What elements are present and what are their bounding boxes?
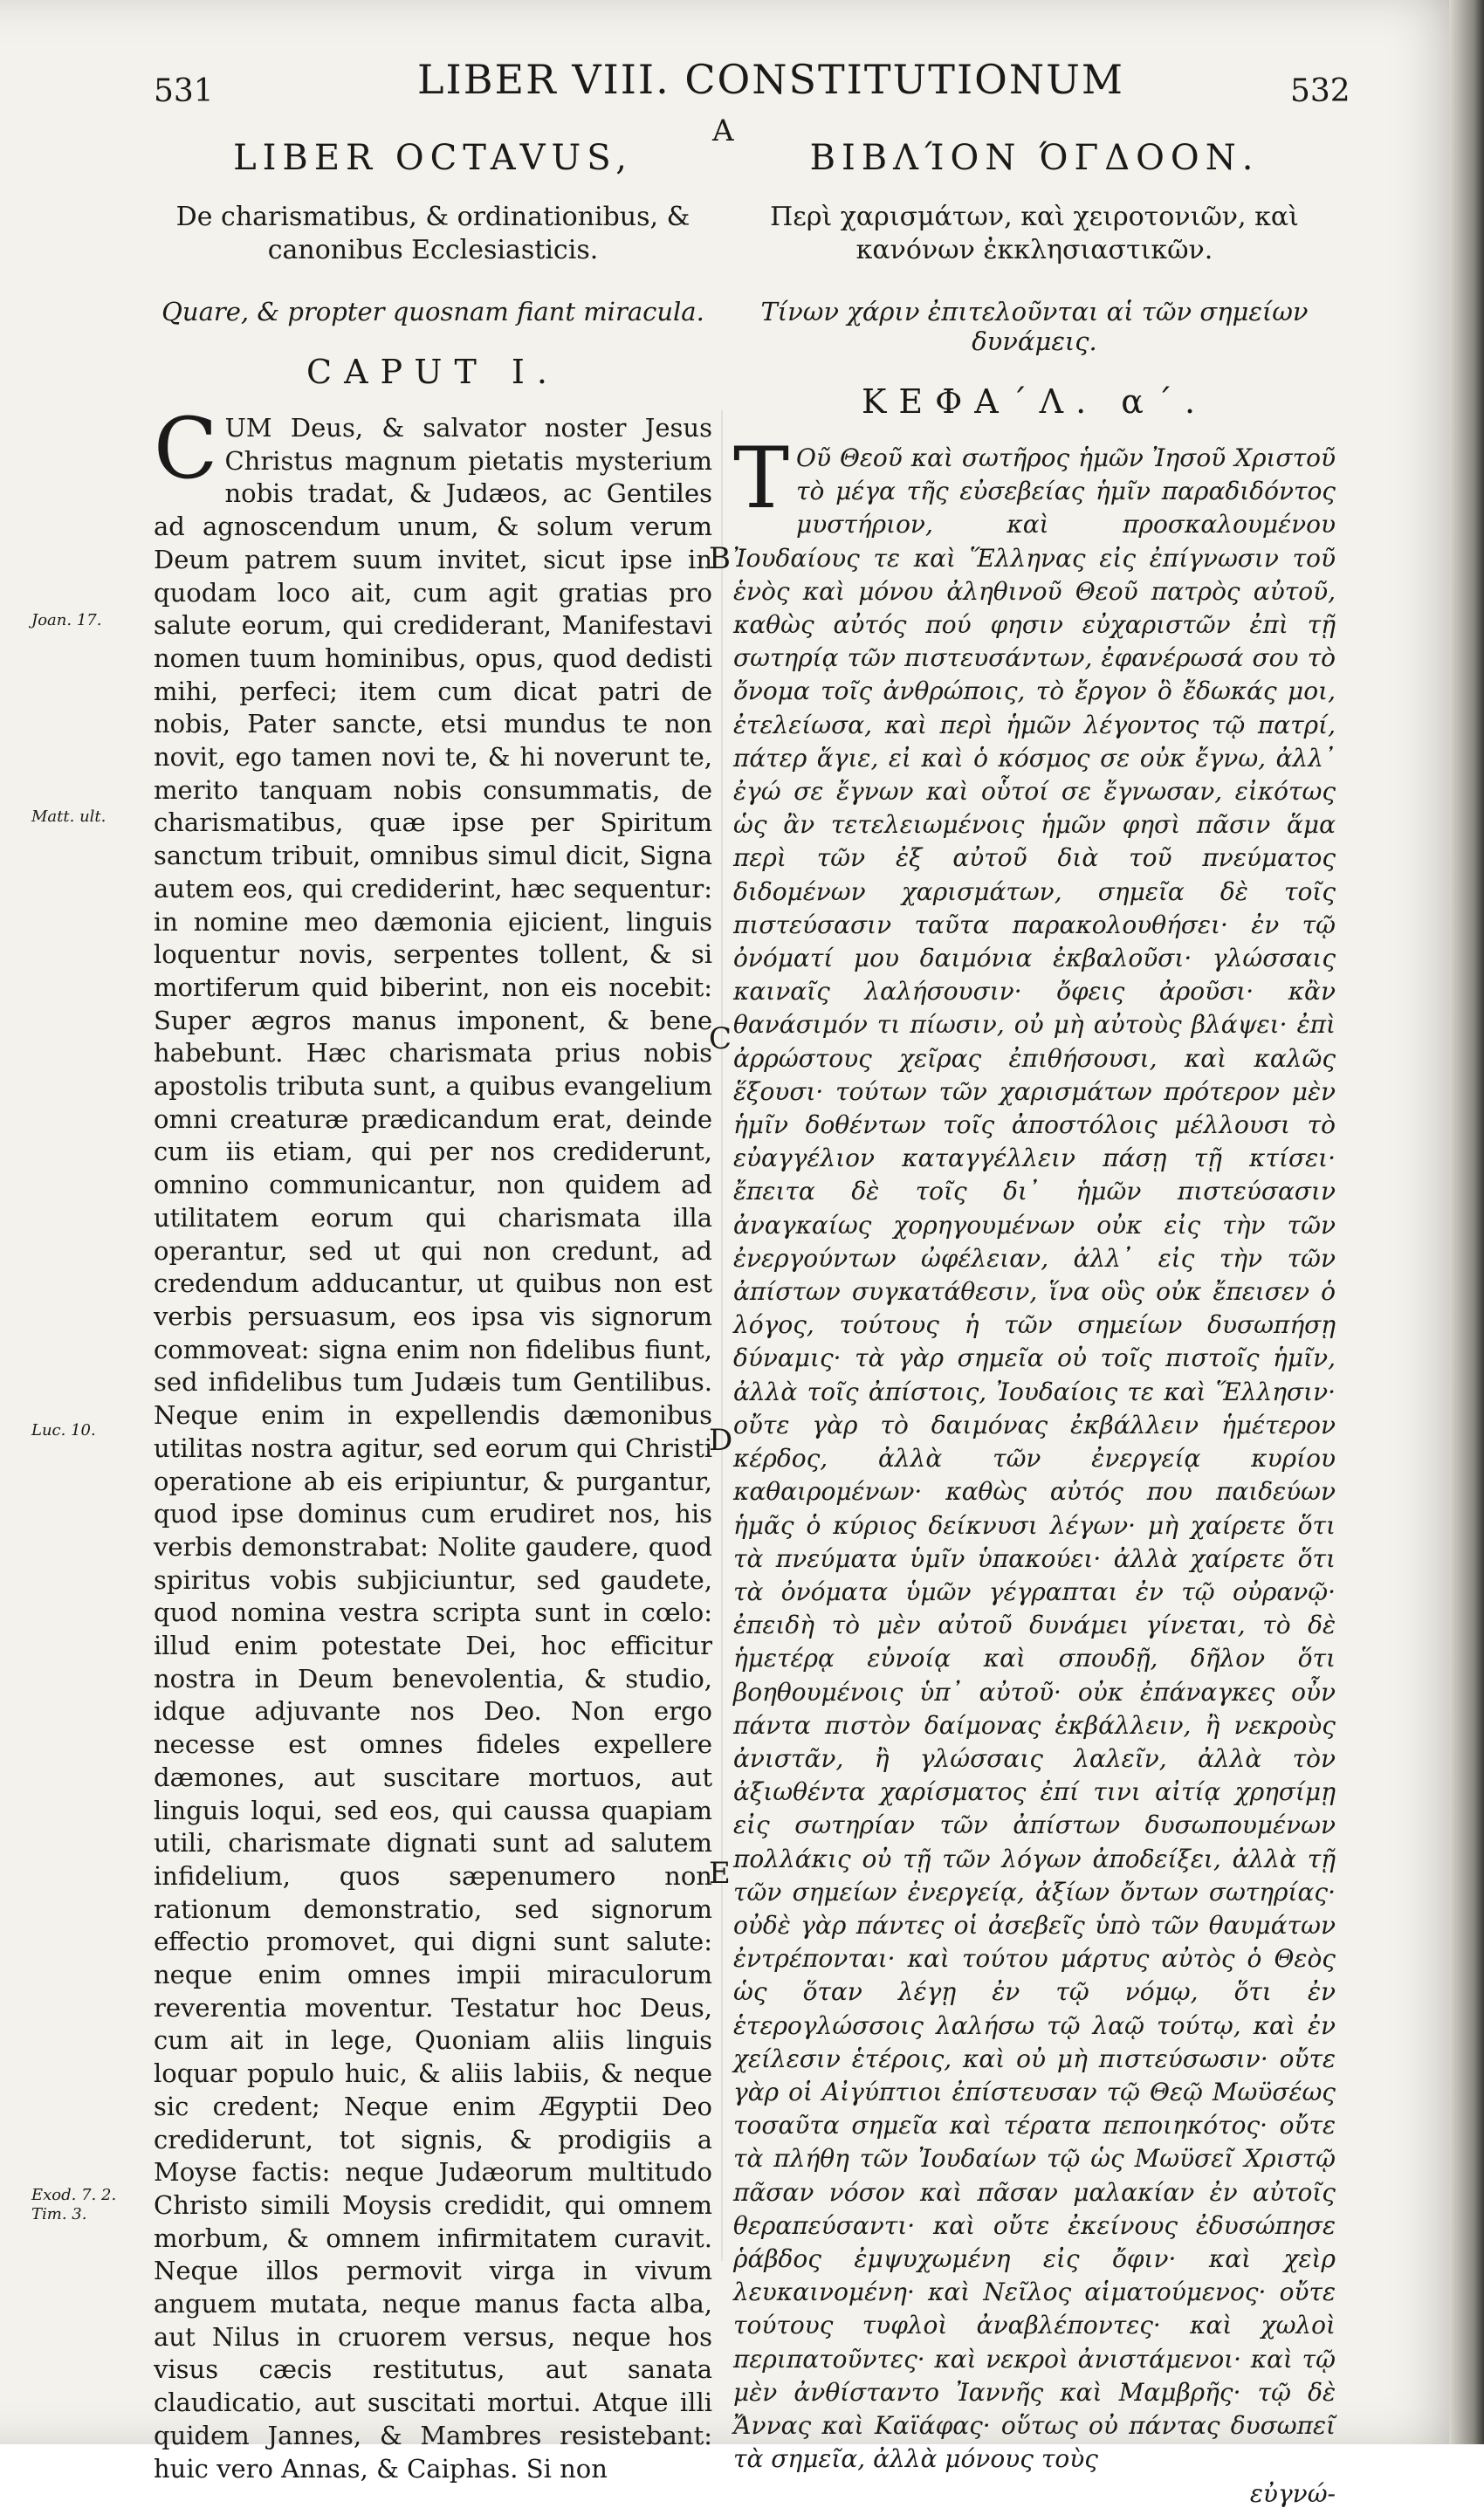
section-letter-e: E (709, 1856, 731, 1891)
margin-note: Joan. 17. (31, 611, 102, 629)
latin-drop-cap: C (154, 400, 218, 498)
section-letter-c: C (709, 1021, 732, 1056)
greek-body-text (733, 429, 1336, 2476)
section-letter-a: A (712, 113, 734, 148)
greek-subtitle: Περὶ χαρισμάτων, καὶ χειροτονιῶν, καὶ κανόνων ἐκκλησιαστικῶν. (770, 202, 1299, 265)
latin-column (154, 131, 712, 2485)
greek-chapter-heading: ΚΕΦΑ΄Λ. α΄. (861, 382, 1208, 421)
latin-subtitle: De charismatibus, & ordinationibus, & canonibus Ecclesiasticis. (175, 202, 690, 265)
section-letter-b: B (709, 541, 731, 576)
page-edge-shadow (1449, 0, 1484, 2444)
latin-rubric: Quare, & propter quosnam fiant miracula. (161, 297, 704, 326)
running-title: LIBER VIII. CONSTITUTIONUM (417, 56, 1124, 103)
greek-book-title: ΒΙΒΛΊΟΝ ΌΓΔΟΟΝ. (809, 138, 1260, 178)
latin-book-title: LIBER OCTAVUS, (233, 138, 633, 178)
section-letter-d: D (709, 1423, 733, 1458)
latin-chapter-heading: CAPUT I. (306, 353, 560, 391)
margin-note: Exod. 7. 2. Tim. 3. (31, 2186, 117, 2223)
latin-paragraph: UM Deus, & salvator noster Jesus Christus magnum pietatis mysterium nobis tradat, & Judæos, ac Gentiles ad agnoscendum unum, & solum verum Deum patrem suum invitet, sicut ipse in quodam loco ait, cum agit gratias pro salute eorum, qui crediderant, Manifestavi nomen tuum hominibus, opus, quod dedisti mihi, perfeci; item cum dicat patri de nobis, Pater sancte, etsi mundus te non novit, ego tamen novi te, & hi noverunt te, merito tanquam nobis consummatis, de charismatibus, quæ ipse per Spiritum sanctum tribuit, omnibus simul dicit, Signa autem eos, qui crediderint, hæc sequentur: in nomine meo dæmonia ejicient, linguis loquentur novis, serpentes tollent, & si mortiferum quid biberint, non eis nocebit: Super ægros manus imponent, & bene habebunt. Hæc charismata prius nobis apostolis tributa sunt, a quibus evangelium omni creaturæ prædicandum erat, deinde cum iis etiam, qui per nos crediderunt, omnino communicantur, non quidem ad utilitatem eorum qui charismata illa operantur, sed ut qui non credunt, ad credendum adducantur, ut quibus non est verbis persuasum, eos ipsa vis signorum commoveat: signa enim non fidelibus fiunt, sed infidelibus tum Judæis tum Gentilibus. Neque enim in expellendis dæmonibus utilitas nostra agitur, sed eorum qui Christi operatione ab eis eripiuntur, & purgantur, quod ipse dominus cum erudiret nos, his verbis demonstrabat: Nolite gaudere, quod spiritus vobis subjiciuntur, sed gaudete, quod nomina vestra scripta sunt in cœlo: illud enim potestate Dei, hoc efficitur nostra in Deum benevolentia, & studio, idque adjuvante nos Deo. Non ergo necesse est omnes fideles expellere dæmones, aut suscitare mortuos, aut linguis loqui, sed eos, qui caussa quapiam utili, charismate dignati sunt ad salutem infidelium, quos sæpenumero non rationum demonstratio, sed signorum effectio promovet, qui digni sunt salute: neque enim omnes impii miraculorum reverentia moventur. Testatur hoc Deus, cum ait in lege, Quoniam aliis linguis loquar populo huic, & aliis labiis, & neque sic credent; Neque enim Ægyptii Deo crediderunt, tot signis, & prodigiis a Moyse factis: neque Judæorum multitudo Christo simili Moysis credidit, qui omnem morbum, & omnem infirmitatem curavit. Neque illos permovit virga in vivum anguem mutata, neque manus facta alba, aut Nilus in cruorem versus, neque hos visus cæcis restitutus, aut sanata claudicatio, aut suscitati mortui. Atque illi quidem Jannes, & Mambres resistebant: huic vero Annas, & Caiphas. Si non (154, 413, 712, 2484)
column-gutter (721, 410, 723, 2261)
greek-paragraph: Οῦ Θεοῦ καὶ σωτῆρος ἡμῶν Ἰησοῦ Χριστοῦ τὸ μέγα τῆς εὐσεβείας ἡμῖν παραδιδόντος μυστήριον, καὶ προσκαλουμένου Ἰουδαίους τε καὶ Ἕλληνας εἰς ἐπίγνωσιν τοῦ ἑνὸς καὶ μόνου ἀληθινοῦ Θεοῦ πατρὸς αὐτοῦ, καθὼς αὐτός πού φησιν εὐχαριστῶν ἐπὶ τῇ σωτηρίᾳ τῶν πιστευσάντων, ἐφανέρωσά σου τὸ ὄνομα τοῖς ἀνθρώποις, τὸ ἔργον ὃ ἔδωκάς μοι, ἐτελείωσα, καὶ περὶ ἡμῶν λέγοντος τῷ πατρί, πάτερ ἅγιε, εἰ καὶ ὁ κόσμος σε οὐκ ἔγνω, ἀλλ᾽ ἐγώ σε ἔγνων καὶ οὗτοί σε ἔγνωσαν, εἰκότως ὡς ἂν τετελειωμένοις ἡμῶν φησὶ πᾶσιν ἅμα περὶ τῶν ἐξ αὐτοῦ διὰ τοῦ πνεύματος διδομένων χαρισμάτων, σημεῖα δὲ τοῖς πιστεύσασιν ταῦτα παρακολουθήσει· ἐν τῷ ὀνόματί μου δαιμόνια ἐκβαλοῦσι· γλώσσαις καιναῖς λαλήσουσιν· ὄφεις ἀροῦσι· κἂν θανάσιμόν τι πίωσιν, οὐ μὴ αὐτοὺς βλάψει· ἐπὶ ἀρρώστους χεῖρας ἐπιθήσουσι, καὶ καλῶς ἕξουσι· τούτων τῶν χαρισμάτων πρότερον μὲν ἡμῖν δοθέντων τοῖς ἀποστόλοις μέλλουσι τὸ εὐαγγέλιον καταγγέλλειν πάσῃ τῇ κτίσει· ἔπειτα δὲ τοῖς δι᾽ ἡμῶν πιστεύσασιν ἀναγκαίως χορηγουμένων οὐκ εἰς τὴν τῶν ἐνεργούντων ὠφέλειαν, ἀλλ᾽ εἰς τὴν τῶν ἀπίστων συγκατάθεσιν, ἵνα οὓς οὐκ ἔπεισεν ὁ λόγος, τούτους ἡ τῶν σημείων δυσωπήσῃ δύναμις· τὰ γὰρ σημεῖα οὐ τοῖς πιστοῖς ἡμῖν, ἀλλὰ τοῖς ἀπίστοις, Ἰουδαίοις τε καὶ Ἕλλησιν· οὔτε γὰρ τὸ δαιμόνας ἐκβάλλειν ἡμέτερον κέρδος, ἀλλὰ τῶν ἐνεργείᾳ κυρίου καθαιρομένων· καθὼς αὐτός που παιδεύων ἡμᾶς ὁ κύριος δείκνυσι λέγων· μὴ χαίρετε ὅτι τὰ πνεύματα ὑμῖν ὑπακούει· ἀλλὰ χαίρετε ὅτι τὰ ὀνόματα ὑμῶν γέγραπται ἐν τῷ οὐρανῷ· ἐπειδὴ τὸ μὲν αὐτοῦ δυνάμει γίνεται, τὸ δὲ ἡμετέρᾳ εὐνοίᾳ καὶ σπουδῇ, δῆλον ὅτι βοηθουμένοις ὑπ᾽ αὐτοῦ· οὐκ ἐπάναγκες οὖν πάντα πιστὸν δαίμονας ἐκβάλλειν, ἢ νεκροὺς ἀνιστᾶν, ἢ γλώσσαις λαλεῖν, ἀλλὰ τὸν ἀξιωθέντα χαρίσματος ἐπί τινι αἰτίᾳ χρησίμῃ εἰς σωτηρίαν τῶν ἀπίστων δυσωπουμένων πολλάκις οὐ τῇ τῶν λόγων ἀποδείξει, ἀλλὰ τῇ τῶν σημείων ἐνεργείᾳ, ἀξίων ὄντων σωτηρίας· οὐδὲ γὰρ πάντες οἱ ἀσεβεῖς ὑπὸ τῶν θαυμάτων ἐντρέπονται· καὶ τούτου μάρτυς αὐτὸς ὁ Θεὸς ὡς ὅταν λέγῃ ἐν τῷ νόμῳ, ὅτι ἐν ἑτερογλώσσοις λαλήσω τῷ λαῷ τούτῳ, καὶ ἐν χείλεσιν ἑτέροις, καὶ οὐ μὴ πιστεύσωσιν· οὔτε γὰρ οἱ Αἰγύπτιοι ἐπίστευσαν τῷ Θεῷ Μωϋσέως τοσαῦτα σημεῖα καὶ τέρατα πεποιηκότος· οὔτε τὰ πλήθη τῶν Ἰουδαίων τῷ ὡς Μωϋσεῖ Χριστῷ πᾶσαν νόσον καὶ πᾶσαν μαλακίαν ἐν αὐτοῖς θεραπεύσαντι· καὶ οὔτε ἐκείνους ἐδυσώπησε ῥάβδος ἐμψυχωμένη εἰς ὄφιν· καὶ χεὶρ λευκαινομένη· καὶ Νεῖλος αἱματούμενος· οὔτε τούτους τυφλοὶ ἀναβλέποντες· καὶ χωλοὶ περιπατοῦντες· καὶ νεκροὶ ἀνιστάμενοι· καὶ τῷ μὲν ἀνθίσταντο Ἰαννῆς καὶ Μαμβρῆς· τῷ δὲ Ἄννας καὶ Καϊάφας· οὕτως οὐ πάντας δυσωπεῖ τὰ σημεῖα, ἀλλὰ μόνους τοὺς (733, 443, 1336, 2474)
greek-rubric: Τίνων χάριν ἐπιτελοῦνται αἱ τῶν σημείων δυνάμεις. (760, 297, 1309, 356)
right-page-number: 532 (1290, 73, 1350, 109)
greek-drop-cap: T (733, 429, 790, 527)
latin-body-text (154, 400, 712, 2485)
margin-note: Luc. 10. (31, 1421, 96, 1440)
greek-catchword: εὐγνώ- (1249, 2479, 1336, 2508)
left-page-number: 531 (154, 73, 214, 109)
margin-note: Matt. ult. (31, 807, 106, 826)
greek-column (733, 131, 1336, 2508)
